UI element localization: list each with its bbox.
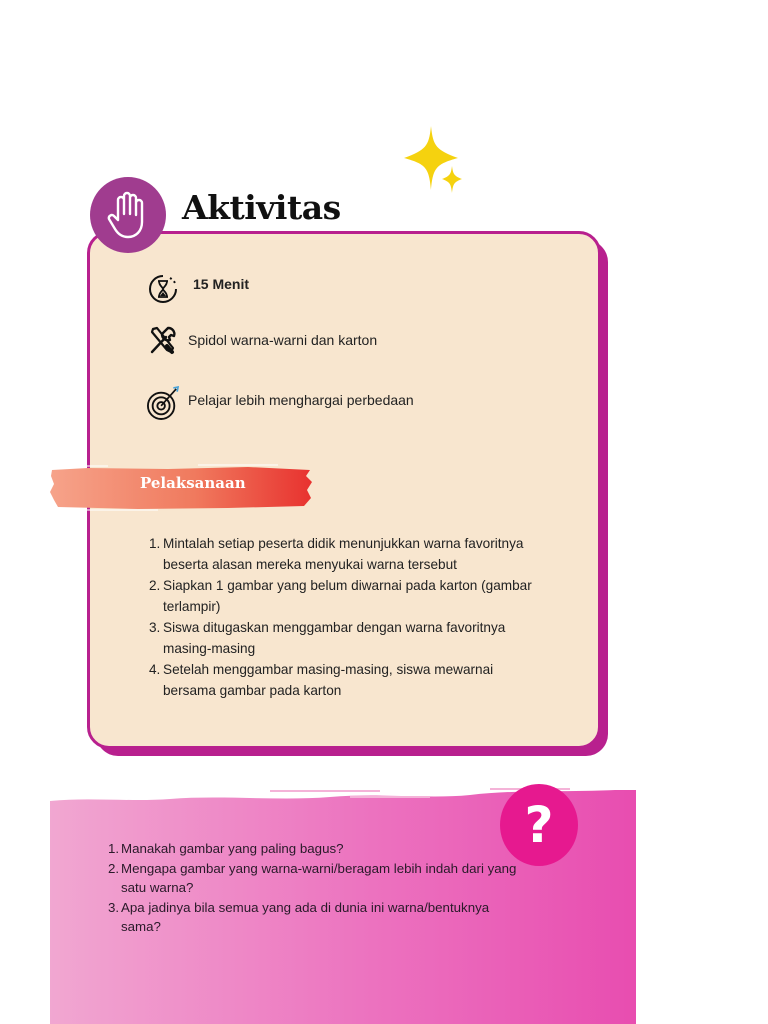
question-icon: ? (524, 796, 554, 854)
step-item (149, 617, 549, 659)
step-item (149, 575, 549, 617)
step-item (149, 533, 549, 575)
step-item-number: 2. (149, 578, 161, 593)
question-item-number: 1. (108, 841, 120, 856)
question-item-text: Apa jadinya bila semua yang ada di dunia ini warna/bentuknya sama? (121, 899, 490, 934)
tools-icon (147, 323, 179, 357)
goal-text: Pelajar lebih menghargai perbedaan (188, 392, 414, 408)
goal-row (147, 386, 414, 420)
hourglass-icon (147, 272, 179, 306)
target-icon (147, 386, 179, 420)
materials-text: Spidol warna-warni dan karton (188, 332, 378, 348)
materials-row (147, 323, 377, 357)
duration-row (147, 272, 249, 306)
question-item (108, 859, 528, 898)
question-item-text: Manakah gambar yang paling bagus? (121, 841, 344, 856)
question-item-number: 3. (108, 899, 120, 915)
section-label: Pelaksanaan (140, 474, 246, 492)
step-item-number: 4. (149, 662, 161, 677)
question-item (108, 898, 528, 937)
step-item-text: Siapkan 1 gambar yang belum diwarnai pada karton (gambar terlampir) (163, 578, 532, 614)
step-item-number: 1. (149, 536, 161, 551)
step-item-text: Mintalah setiap peserta didik menunjukkan warna favoritnya beserta alasan mereka menyukai warna tersebut (163, 536, 524, 572)
steps-list (149, 533, 549, 701)
questions-list (108, 839, 528, 937)
page-title: Aktivitas (182, 188, 341, 227)
step-item-text: Siswa ditugaskan menggambar dengan warna favoritnya masing-masing (163, 620, 506, 656)
step-item (149, 659, 549, 701)
step-item-number: 3. (149, 620, 161, 635)
step-item-text: Setelah menggambar masing-masing, siswa mewarnai bersama gambar pada karton (163, 662, 494, 698)
activity-badge (90, 177, 166, 253)
question-item (108, 839, 528, 859)
question-item-text: Mengapa gambar yang warna-warni/beragam lebih indah dari yang satu warna? (121, 860, 517, 895)
question-item-number: 2. (108, 860, 120, 876)
duration-text: 15 Menit (193, 276, 250, 292)
hand-icon (107, 190, 149, 240)
sparkle-icon (400, 122, 470, 198)
